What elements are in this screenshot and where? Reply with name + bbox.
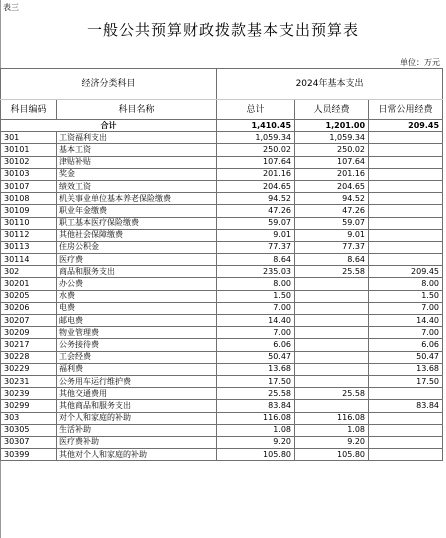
unit-label: 单位：万元 [400, 58, 440, 67]
cell-total: 94.52 [217, 193, 295, 205]
total-amount: 1,410.45 [217, 120, 295, 132]
cell-name: 其他对个人和家庭的补助 [57, 449, 217, 461]
cell-personnel [295, 327, 369, 339]
table-row [1, 205, 443, 217]
cell-code: 30399 [1, 449, 57, 461]
cell-code: 30209 [1, 327, 57, 339]
cell-public: 209.45 [369, 266, 443, 278]
cell-name: 公务接待费 [57, 339, 217, 351]
cell-personnel [295, 315, 369, 327]
cell-personnel [295, 339, 369, 351]
cell-total: 83.84 [217, 400, 295, 412]
cell-total: 8.00 [217, 278, 295, 290]
table-row [1, 327, 443, 339]
cell-personnel: 25.58 [295, 388, 369, 400]
cell-personnel: 94.52 [295, 193, 369, 205]
cell-public: 7.00 [369, 302, 443, 314]
table-row [1, 339, 443, 351]
cell-code: 30103 [1, 168, 57, 180]
cell-total: 25.58 [217, 388, 295, 400]
cell-name: 津贴补贴 [57, 156, 217, 168]
total-personnel: 1,201.00 [295, 120, 369, 132]
cell-name: 水费 [57, 290, 217, 302]
cell-personnel: 250.02 [295, 144, 369, 156]
cell-name: 商品和服务支出 [57, 266, 217, 278]
cell-code: 302 [1, 266, 57, 278]
table-row [1, 266, 443, 278]
table-row [1, 144, 443, 156]
cell-code: 30107 [1, 180, 57, 192]
cell-name: 邮电费 [57, 315, 217, 327]
cell-total: 47.26 [217, 205, 295, 217]
budget-table [0, 68, 443, 461]
cell-total: 105.80 [217, 449, 295, 461]
cell-personnel: 107.64 [295, 156, 369, 168]
header-public: 日常公用经费 [369, 100, 443, 120]
cell-code: 30205 [1, 290, 57, 302]
cell-personnel: 201.16 [295, 168, 369, 180]
cell-code: 30207 [1, 315, 57, 327]
cell-personnel: 8.64 [295, 254, 369, 266]
cell-code: 30108 [1, 193, 57, 205]
cell-total: 201.16 [217, 168, 295, 180]
cell-total: 1.50 [217, 290, 295, 302]
cell-public: 1.50 [369, 290, 443, 302]
total-public: 209.45 [369, 120, 443, 132]
cell-total: 17.50 [217, 375, 295, 387]
header-name: 科目名称 [57, 100, 217, 120]
cell-public [369, 193, 443, 205]
cell-name: 公务用车运行维护费 [57, 375, 217, 387]
cell-total: 8.64 [217, 254, 295, 266]
cell-personnel: 59.07 [295, 217, 369, 229]
cell-name: 电费 [57, 302, 217, 314]
cell-public: 83.84 [369, 400, 443, 412]
table-row [1, 241, 443, 253]
cell-total: 13.68 [217, 363, 295, 375]
cell-code: 30206 [1, 302, 57, 314]
cell-public [369, 156, 443, 168]
header-personnel: 人员经费 [295, 100, 369, 120]
cell-name: 绩效工资 [57, 180, 217, 192]
cell-code: 30305 [1, 424, 57, 436]
table-row [1, 436, 443, 448]
cell-total: 77.37 [217, 241, 295, 253]
cell-public: 7.00 [369, 327, 443, 339]
table-row [1, 193, 443, 205]
table-row [1, 363, 443, 375]
header-column-row [1, 100, 443, 120]
table-row [1, 302, 443, 314]
cell-personnel: 77.37 [295, 241, 369, 253]
table-row [1, 388, 443, 400]
cell-code: 30110 [1, 217, 57, 229]
cell-name: 住房公积金 [57, 241, 217, 253]
cell-public [369, 241, 443, 253]
cell-personnel [295, 290, 369, 302]
cell-total: 250.02 [217, 144, 295, 156]
header-code: 科目编码 [1, 100, 57, 120]
cell-total: 116.08 [217, 412, 295, 424]
cell-name: 工会经费 [57, 351, 217, 363]
cell-total: 59.07 [217, 217, 295, 229]
table-row [1, 229, 443, 241]
cell-public [369, 254, 443, 266]
cell-code: 30228 [1, 351, 57, 363]
cell-personnel [295, 278, 369, 290]
cell-name: 福利费 [57, 363, 217, 375]
cell-name: 其他商品和服务支出 [57, 400, 217, 412]
cell-public: 13.68 [369, 363, 443, 375]
table-row [1, 400, 443, 412]
cell-public: 6.06 [369, 339, 443, 351]
cell-personnel [295, 363, 369, 375]
cell-code: 30231 [1, 375, 57, 387]
cell-code: 30217 [1, 339, 57, 351]
header-group-row [1, 69, 443, 100]
cell-personnel [295, 302, 369, 314]
cell-name: 办公费 [57, 278, 217, 290]
cell-name: 其他社会保障缴费 [57, 229, 217, 241]
table-row [1, 449, 443, 461]
cell-personnel: 116.08 [295, 412, 369, 424]
cell-public: 14.40 [369, 315, 443, 327]
cell-public [369, 412, 443, 424]
cell-public [369, 436, 443, 448]
cell-public [369, 229, 443, 241]
total-label: 合计 [1, 120, 217, 132]
cell-name: 其他交通费用 [57, 388, 217, 400]
cell-public [369, 205, 443, 217]
page-title: 一般公共预算财政拨款基本支出预算表 [86, 21, 359, 39]
cell-total: 7.00 [217, 327, 295, 339]
cell-personnel: 1.08 [295, 424, 369, 436]
cell-code: 30299 [1, 400, 57, 412]
cell-code: 303 [1, 412, 57, 424]
cell-name: 对个人和家庭的补助 [57, 412, 217, 424]
cell-personnel [295, 351, 369, 363]
cell-name: 职工基本医疗保险缴费 [57, 217, 217, 229]
cell-code: 30239 [1, 388, 57, 400]
cell-public: 50.47 [369, 351, 443, 363]
cell-public [369, 449, 443, 461]
cell-name: 奖金 [57, 168, 217, 180]
cell-code: 301 [1, 132, 57, 144]
cell-name: 基本工资 [57, 144, 217, 156]
cell-public [369, 217, 443, 229]
cell-code: 30109 [1, 205, 57, 217]
cell-code: 30229 [1, 363, 57, 375]
cell-name: 医疗费补助 [57, 436, 217, 448]
table-row [1, 315, 443, 327]
cell-total: 14.40 [217, 315, 295, 327]
cell-total: 107.64 [217, 156, 295, 168]
cell-public: 17.50 [369, 375, 443, 387]
header-basic-expenditure: 2024年基本支出 [217, 69, 443, 100]
table-row [1, 412, 443, 424]
cell-code: 30114 [1, 254, 57, 266]
table-row [1, 217, 443, 229]
cell-personnel: 9.01 [295, 229, 369, 241]
cell-personnel: 47.26 [295, 205, 369, 217]
cell-total: 1,059.34 [217, 132, 295, 144]
cell-code: 30112 [1, 229, 57, 241]
cell-total: 204.65 [217, 180, 295, 192]
cell-personnel [295, 375, 369, 387]
sheet-tab-label: 表三 [3, 3, 19, 12]
table-row [1, 132, 443, 144]
cell-name: 工资福利支出 [57, 132, 217, 144]
cell-code: 30101 [1, 144, 57, 156]
cell-total: 1.08 [217, 424, 295, 436]
cell-personnel [295, 400, 369, 412]
cell-public [369, 168, 443, 180]
cell-total: 9.20 [217, 436, 295, 448]
cell-total: 9.01 [217, 229, 295, 241]
table-row [1, 375, 443, 387]
cell-public [369, 180, 443, 192]
table-row [1, 156, 443, 168]
cell-total: 50.47 [217, 351, 295, 363]
header-total: 总计 [217, 100, 295, 120]
total-row [1, 120, 443, 132]
header-economic-class: 经济分类科目 [1, 69, 217, 100]
table-row [1, 351, 443, 363]
cell-code: 30201 [1, 278, 57, 290]
cell-public [369, 424, 443, 436]
table-row [1, 424, 443, 436]
table-row [1, 290, 443, 302]
table-row [1, 180, 443, 192]
cell-personnel: 25.58 [295, 266, 369, 278]
cell-personnel: 204.65 [295, 180, 369, 192]
cell-total: 7.00 [217, 302, 295, 314]
cell-personnel: 105.80 [295, 449, 369, 461]
cell-public [369, 388, 443, 400]
cell-personnel: 1,059.34 [295, 132, 369, 144]
cell-code: 30307 [1, 436, 57, 448]
cell-total: 6.06 [217, 339, 295, 351]
table-row [1, 254, 443, 266]
cell-public [369, 132, 443, 144]
cell-code: 30113 [1, 241, 57, 253]
cell-personnel: 9.20 [295, 436, 369, 448]
table-row [1, 278, 443, 290]
cell-public: 8.00 [369, 278, 443, 290]
cell-name: 职业年金缴费 [57, 205, 217, 217]
cell-name: 机关事业单位基本养老保险缴费 [57, 193, 217, 205]
cell-code: 30102 [1, 156, 57, 168]
table-row [1, 168, 443, 180]
cell-name: 医疗费 [57, 254, 217, 266]
cell-total: 235.03 [217, 266, 295, 278]
cell-name: 物业管理费 [57, 327, 217, 339]
cell-public [369, 144, 443, 156]
cell-name: 生活补助 [57, 424, 217, 436]
